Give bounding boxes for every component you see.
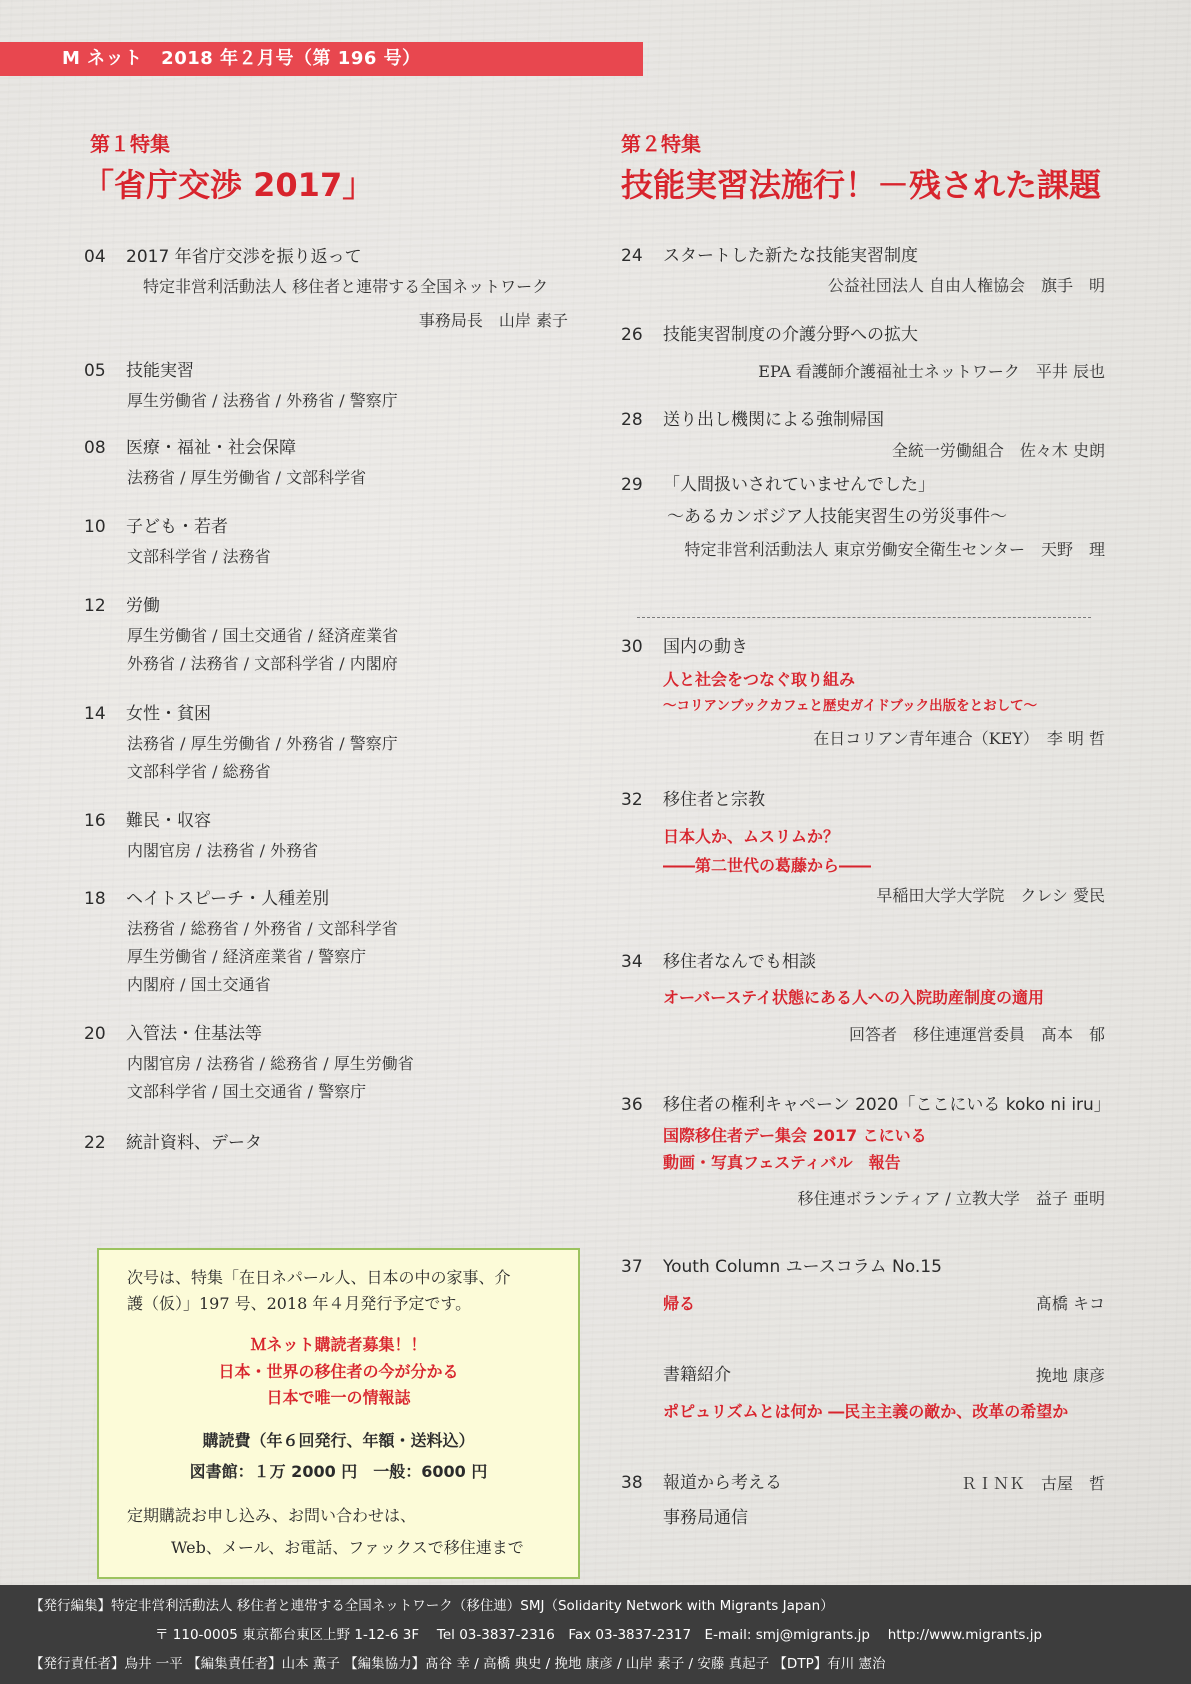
entry-title: 技能実習	[126, 361, 194, 381]
entry-author: 全統一労働組合 佐々木 史朗	[891, 441, 1105, 460]
ministry-list: 内閣府 / 国土交通省	[127, 975, 271, 994]
entry-title: 技能実習制度の介護分野への拡大	[663, 325, 918, 345]
ministry-list: 厚生労働省 / 法務省 / 外務省 / 警察庁	[127, 391, 398, 410]
page-number: 04	[84, 247, 106, 267]
page-number: 34	[621, 952, 643, 972]
page-number: 20	[84, 1024, 106, 1044]
page-number: 29	[621, 475, 643, 495]
page-number: 24	[621, 246, 643, 266]
page-number: 08	[84, 438, 106, 458]
page-number: 37	[621, 1257, 643, 1277]
feature1-label: 第１特集	[90, 132, 170, 156]
ministry-list: 法務省 / 総務省 / 外務省 / 文部科学省	[127, 919, 398, 938]
article-subtitle: 動画・写真フェスティバル 報告	[663, 1153, 901, 1172]
page-number: 10	[84, 517, 106, 537]
next-issue-text: 次号は、特集「在日ネパール人、日本の中の家事、介	[127, 1268, 511, 1287]
entry-title: 難民・収容	[126, 811, 211, 831]
article-subtitle: ――第二世代の葛藤から――	[663, 856, 872, 875]
entry-author: ＲＩＮＫ 古屋 哲	[960, 1474, 1105, 1493]
entry-title: スタートした新たな技能実習制度	[663, 246, 918, 266]
entry-title: 労働	[126, 596, 160, 616]
article-title: 人と社会をつなぐ取り組み	[663, 670, 856, 689]
entry-author: 髙橋 キコ	[1035, 1294, 1105, 1313]
entry-organization: 特定非営利活動法人 移住者と連帯する全国ネットワーク	[143, 277, 549, 296]
page-number: 22	[84, 1133, 106, 1153]
entry-title: 医療・福祉・社会保障	[126, 438, 296, 458]
entry-author: EPA 看護師介護福祉士ネットワーク 平井 辰也	[758, 362, 1105, 381]
ministry-list: 外務省 / 法務省 / 文部科学省 / 内閣府	[127, 654, 398, 673]
entry-title: Youth Column ユースコラム No.15	[663, 1257, 942, 1277]
entry-author: 移住連ボランティア / 立教大学 益子 亜明	[797, 1189, 1105, 1208]
ministry-list: 厚生労働省 / 国土交通省 / 経済産業省	[127, 626, 399, 645]
subscription-price: 図書館：１万 2000 円 一般：6000 円	[189, 1462, 488, 1481]
subscription-box	[97, 1248, 580, 1579]
ministry-list: 厚生労働省 / 経済産業省 / 警察庁	[127, 947, 367, 966]
article-title: 国際移住者デー集会 2017 こにいる	[663, 1126, 927, 1145]
entry-author: 特定非営利活動法人 東京労働安全衛生センター 天野 理	[684, 540, 1105, 559]
entry-title: 移住者の権利キャペーン 2020「ここにいる koko ni iru」	[663, 1095, 1111, 1115]
office-news-entry[interactable]: 事務局通信	[663, 1508, 748, 1528]
subscription-fee: 購読費（年６回発行、年額・送料込）	[202, 1431, 475, 1450]
entry-title: 2017 年省庁交渉を振り返って	[126, 247, 362, 267]
ministry-list: 文部科学省 / 総務省	[127, 762, 271, 781]
page-number: 30	[621, 637, 643, 657]
ministry-list: 内閣官房 / 法務省 / 総務省 / 厚生労働省	[127, 1054, 414, 1073]
entry-title: 送り出し機関による強制帰国	[663, 410, 884, 430]
page-number: 16	[84, 811, 106, 831]
entry-title: 報道から考える	[663, 1473, 782, 1493]
next-issue-text: 護（仮）」197 号、2018 年４月発行予定です。	[127, 1294, 472, 1313]
entry-author: 回答者 移住連運営委員 髙本 郁	[848, 1025, 1105, 1044]
ministry-list: 法務省 / 厚生労働省 / 文部科学省	[127, 468, 367, 487]
page-number: 14	[84, 704, 106, 724]
article-title: オーバーステイ状態にある人への入院助産制度の適用	[663, 988, 1044, 1007]
entry-author: 事務局長 山岸 素子	[418, 311, 568, 330]
ministry-list: 文部科学省 / 法務省	[127, 547, 271, 566]
page-number: 32	[621, 790, 643, 810]
entry-title: ヘイトスピーチ・人種差別	[126, 889, 330, 909]
page-number: 26	[621, 325, 643, 345]
entry-author: 早稲田大学大学院 クレシ 愛民	[876, 886, 1105, 905]
feature1-title: 「省庁交渉 2017」	[82, 166, 375, 204]
entry-title: 統計資料、データ	[126, 1133, 262, 1153]
article-title: 日本人か、ムスリムか？	[663, 827, 840, 846]
entry-author: 公益社団法人 自由人権協会 旗手 明	[827, 276, 1105, 295]
entry-author: 挽地 康彦	[1035, 1366, 1105, 1385]
subscriber-promo: 日本・世界の移住者の今が分かる	[218, 1362, 459, 1381]
ministry-list: 文部科学省 / 国土交通省 / 警察庁	[127, 1082, 367, 1101]
feature2-label: 第２特集	[621, 132, 701, 156]
subscriber-promo: Ｍネット購読者募集！！	[250, 1335, 427, 1354]
publisher-footer	[0, 1585, 1191, 1684]
entry-title: 女性・貧困	[126, 704, 211, 724]
entry-title: 移住者と宗教	[663, 790, 765, 810]
page-number: 38	[621, 1473, 643, 1493]
address-line: 〒 110-0005 東京都台東区上野 1-12-6 3F Tel 03-3837-2316 Fax 03-3837-2317 E-mail: smj@migrants.jp http://www.migrants.jp	[155, 1627, 1043, 1643]
publisher-line: 【発行編集】特定非営利活動法人 移住者と連帯する全国ネットワーク（移住連）SMJ（Solidarity Network with Migrants Japan）	[30, 1598, 834, 1614]
article-title: ポピュリズムとは何か ―民主主義の敵か、改革の希望か	[663, 1402, 1069, 1421]
entry-title: 「人間扱いされていませんでした」	[663, 475, 935, 495]
section-divider	[637, 617, 1091, 618]
ministry-list: 法務省 / 厚生労働省 / 外務省 / 警察庁	[127, 734, 398, 753]
article-subtitle: ～コリアンブックカフェと歴史ガイドブック出版をとおして～	[663, 698, 1038, 714]
page-number: 05	[84, 361, 106, 381]
page-number: 28	[621, 410, 643, 430]
subscriber-promo: 日本で唯一の情報誌	[266, 1388, 411, 1407]
page-number: 36	[621, 1095, 643, 1115]
page-number: 18	[84, 889, 106, 909]
entry-author: 在日コリアン青年連合（KEY） 李 明 哲	[813, 729, 1105, 748]
credits-line: 【発行責任者】鳥井 一平 【編集責任者】山本 薫子 【編集協力】髙谷 幸 / 高橋 典史 / 挽地 康彦 / 山岸 素子 / 安藤 真起子 【DTP】有川 憲治	[30, 1656, 886, 1672]
entry-subtitle: ～あるカンボジア人技能実習生の労災事件～	[667, 507, 1007, 527]
entry-title: 子ども・若者	[126, 517, 228, 537]
contact-text: Web、メール、お電話、ファックスで移住連まで	[171, 1538, 524, 1557]
issue-header: M ネット 2018 年２月号（第 196 号）	[0, 42, 643, 76]
ministry-list: 内閣官房 / 法務省 / 外務省	[127, 841, 319, 860]
book-review-heading[interactable]: 書籍紹介	[663, 1365, 731, 1385]
feature2-title: 技能実習法施行！－残された課題	[621, 166, 1102, 204]
page-number: 12	[84, 596, 106, 616]
article-title: 帰る	[663, 1294, 696, 1313]
entry-title: 移住者なんでも相談	[663, 952, 816, 972]
entry-title: 国内の動き	[663, 637, 748, 657]
contact-text: 定期購読お申し込み、お問い合わせは、	[127, 1506, 416, 1525]
entry-title: 入管法・住基法等	[126, 1024, 262, 1044]
